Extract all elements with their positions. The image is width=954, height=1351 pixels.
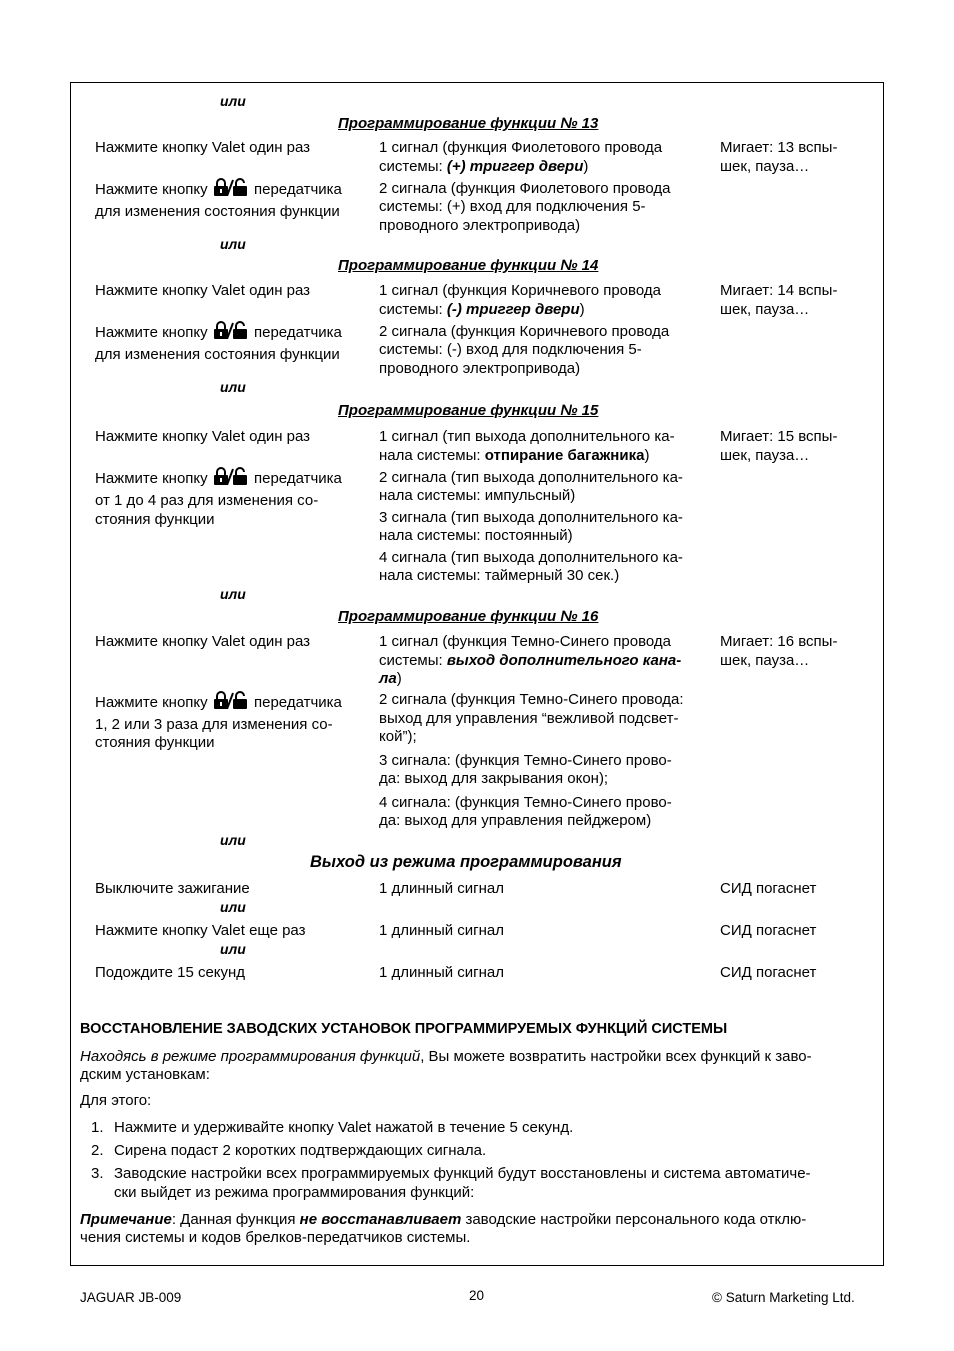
function-13-header: Программирование функции № 13 <box>338 115 599 132</box>
restore-for-this: Для этого: <box>80 1092 152 1109</box>
f15-signal-3-line-2: нала системы: постоянный) <box>379 527 573 544</box>
f16-signal-2-line-1: 2 сигнала (функция Темно-Синего провода: <box>379 691 684 708</box>
exit-row-3-led: СИД погаснет <box>720 964 817 981</box>
f16-signal-3-line-2: да: выход для закрывания окон); <box>379 770 609 787</box>
f15-signal-2-line-1: 2 сигнала (тип выхода дополнительного ка- <box>379 469 683 486</box>
f16-signal-4-line-2: да: выход для управления пейджером) <box>379 812 652 829</box>
f16-signal-3-line-1: 3 сигнала: (функция Темно-Синего прово- <box>379 752 672 769</box>
f14-signal-1-line-2: системы: (-) триггер двери) <box>379 301 585 318</box>
restore-section-title: ВОССТАНОВЛЕНИЕ ЗАВОДСКИХ УСТАНОВОК ПРОГРАММИРУЕМЫХ ФУНКЦИЙ СИСТЕМЫ <box>80 1021 728 1037</box>
step-1-text: Нажмите и удерживайте кнопку Valet нажатой в течение 5 секунд. <box>114 1119 574 1136</box>
exit-row-1-led: СИД погаснет <box>720 880 817 897</box>
exit-row-2-led: СИД погаснет <box>720 922 817 939</box>
f14-led-line-2: шек, пауза… <box>720 301 810 318</box>
f13-action-2-line-2: для изменения состояния функции <box>95 203 340 220</box>
exit-row-2-signal: 1 длинный сигнал <box>379 922 505 939</box>
f15-action-1: Нажмите кнопку Valet один раз <box>95 428 311 445</box>
f14-signal-2-line-1: 2 сигнала (функция Коричневого провода <box>379 323 670 340</box>
f15-action-2-line-2: от 1 до 4 раз для изменения со- <box>95 492 319 509</box>
restore-paragraph-line-2: дским установкам: <box>80 1066 210 1083</box>
step-3-text: Заводские настройки всех программируемых функций будут восстановлены и система автоматиче- <box>114 1165 811 1182</box>
f16-signal-1-line-1: 1 сигнал (функция Темно-Синего провода <box>379 633 671 650</box>
f16-signal-4-line-1: 4 сигнала: (функция Темно-Синего прово- <box>379 794 672 811</box>
f15-signal-3-line-1: 3 сигнала (тип выхода дополнительного ка- <box>379 509 683 526</box>
exit-row-3-action: Подождите 15 секунд <box>95 964 246 981</box>
f16-signal-2-line-3: кой”); <box>379 728 417 745</box>
or-separator: или <box>220 832 246 848</box>
f14-signal-1-line-1: 1 сигнал (функция Коричневого провода <box>379 282 661 299</box>
exit-row-1-action: Выключите зажигание <box>95 880 250 897</box>
f15-led-line-2: шек, пауза… <box>720 447 810 464</box>
step-2-text: Сирена подаст 2 коротких подтверждающих сигнала. <box>114 1142 487 1159</box>
step-1-number: 1. <box>91 1119 104 1136</box>
f13-led-line-1: Мигает: 13 вспы- <box>720 139 838 156</box>
exit-row-3-signal: 1 длинный сигнал <box>379 964 505 981</box>
exit-mode-title: Выход из режима программирования <box>310 853 622 871</box>
footer-copyright: © Saturn Marketing Ltd. <box>712 1290 855 1305</box>
f15-signal-4-line-1: 4 сигнала (тип выхода дополнительного ка- <box>379 549 683 566</box>
f13-action-1: Нажмите кнопку Valet один раз <box>95 139 311 156</box>
f14-action-1: Нажмите кнопку Valet один раз <box>95 282 311 299</box>
f16-action-1: Нажмите кнопку Valet один раз <box>95 633 311 650</box>
f13-signal-2-line-2: системы: (+) вход для подключения 5- <box>379 198 646 215</box>
lock-unlock-icon <box>213 178 249 196</box>
restore-note-line-1: Примечание: Данная функция не восстанавливает заводские настройки персонального кода отклю- <box>80 1211 807 1228</box>
step-3-text-line-2: ски выйдет из режима программирования функций: <box>114 1184 475 1201</box>
f15-signal-1-line-1: 1 сигнал (тип выхода дополнительного ка- <box>379 428 675 445</box>
f16-signal-1-line-2: системы: выход дополнительного кана- <box>379 652 682 669</box>
f15-signal-1-line-2: нала системы: отпирание багажника) <box>379 447 650 464</box>
step-3-number: 3. <box>91 1165 104 1182</box>
lock-unlock-icon <box>213 321 249 339</box>
f16-action-2: Нажмите кнопку передатчика <box>95 691 342 712</box>
f13-action-2: Нажмите кнопку передатчика <box>95 178 342 199</box>
f14-signal-2-line-3: проводного электропривода) <box>379 360 581 377</box>
f15-signal-4-line-2: нала системы: таймерный 30 сек.) <box>379 567 620 584</box>
exit-row-2-action: Нажмите кнопку Valet еще раз <box>95 922 306 939</box>
or-separator: или <box>220 236 246 252</box>
f13-signal-2-line-3: проводного электропривода) <box>379 217 581 234</box>
function-14-header: Программирование функции № 14 <box>338 257 599 274</box>
f16-signal-2-line-2: выход для управления “вежливой подсвет- <box>379 710 679 727</box>
f14-action-2-line-2: для изменения состояния функции <box>95 346 340 363</box>
f13-signal-1-line-1: 1 сигнал (функция Фиолетового провода <box>379 139 663 156</box>
or-separator: или <box>220 93 246 109</box>
f16-signal-1-line-3: ла) <box>379 670 402 687</box>
function-16-header: Программирование функции № 16 <box>338 608 599 625</box>
f15-action-2: Нажмите кнопку передатчика <box>95 467 342 488</box>
or-separator: или <box>220 899 246 915</box>
f13-signal-1-line-2: системы: (+) триггер двери) <box>379 158 589 175</box>
f14-signal-2-line-2: системы: (-) вход для подключения 5- <box>379 341 642 358</box>
footer-page-number: 20 <box>469 1288 485 1303</box>
f16-led-line-2: шек, пауза… <box>720 652 810 669</box>
step-2-number: 2. <box>91 1142 104 1159</box>
f16-led-line-1: Мигает: 16 вспы- <box>720 633 838 650</box>
f14-led-line-1: Мигает: 14 вспы- <box>720 282 838 299</box>
f13-led-line-2: шек, пауза… <box>720 158 810 175</box>
or-separator: или <box>220 379 246 395</box>
or-separator: или <box>220 586 246 602</box>
restore-note-line-2: чения системы и кодов брелков-передатчиков системы. <box>80 1229 471 1246</box>
f14-action-2: Нажмите кнопку передатчика <box>95 321 342 342</box>
f13-signal-2-line-1: 2 сигнала (функция Фиолетового провода <box>379 180 671 197</box>
f15-action-2-line-3: стояния функции <box>95 511 215 528</box>
lock-unlock-icon <box>213 691 249 709</box>
exit-row-1-signal: 1 длинный сигнал <box>379 880 505 897</box>
f15-signal-2-line-2: нала системы: импульсный) <box>379 487 576 504</box>
lock-unlock-icon <box>213 467 249 485</box>
f16-action-2-line-3: стояния функции <box>95 734 215 751</box>
footer-model: JAGUAR JB-009 <box>80 1290 182 1305</box>
f15-led-line-1: Мигает: 15 вспы- <box>720 428 838 445</box>
function-15-header: Программирование функции № 15 <box>338 402 599 419</box>
or-separator: или <box>220 941 246 957</box>
restore-paragraph-line-1: Находясь в режиме программирования функций, Вы можете возвратить настройки всех функций к заво- <box>80 1048 812 1065</box>
f16-action-2-line-2: 1, 2 или 3 раза для изменения со- <box>95 716 333 733</box>
